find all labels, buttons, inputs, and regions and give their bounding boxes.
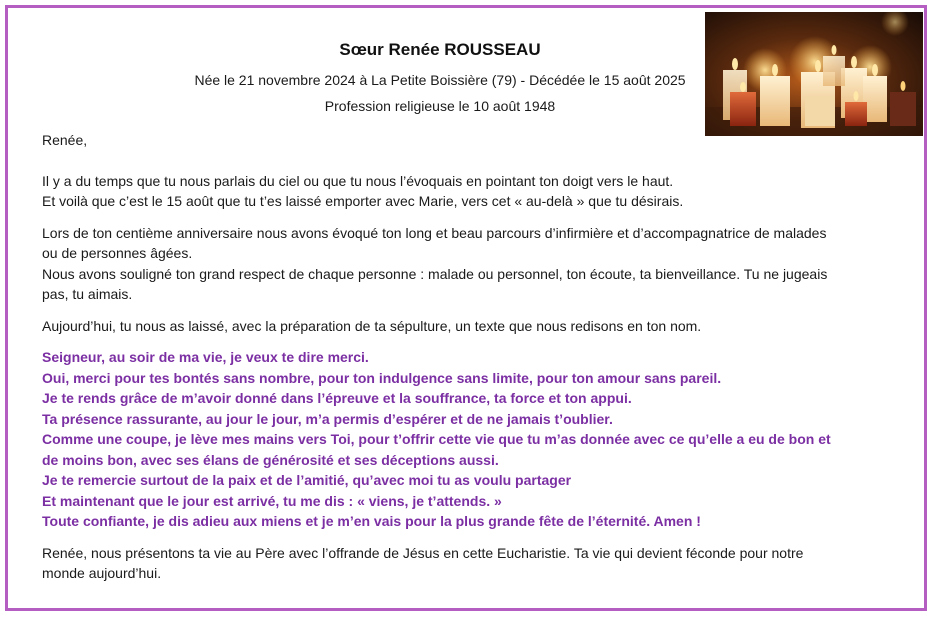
- prayer-line: Toute confiante, je dis adieu aux miens et je m’en vais pour la plus grande fête de l’éternité. Amen !: [42, 513, 701, 529]
- paragraph-1-line-1: Il y a du temps que tu nous parlais du ciel ou que tu nous l’évoquais en pointant ton doigt vers le haut.: [42, 172, 674, 189]
- paragraph-3: Aujourd’hui, tu nous as laissé, avec la préparation de ta sépulture, un texte que nous redisons en ton nom.: [42, 317, 702, 334]
- prayer-line: Ta présence rassurante, au jour le jour, m’a permis d’espérer et de ne jamais t’oublier.: [42, 410, 613, 427]
- closing-paragraph: Renée, nous présentons ta vie au Père avec l’offrande de Jésus en cette Eucharistie. Ta vie qui devient féconde pour notre monde aujourd’hui.: [42, 544, 804, 581]
- prayer-line: Je te rends grâce de m’avoir donné dans l’épreuve et la souffrance, ta force et ton appui.: [42, 390, 632, 406]
- prayer-line: Oui, merci pour tes bontés sans nombre, pour ton indulgence sans limite, pour ton amour sans pareil.: [42, 369, 722, 386]
- page-title: Sœur Renée ROUSSEAU: [339, 40, 541, 59]
- prayer-line: Et maintenant que le jour est arrivé, tu me dis : « viens, je t’attends. »: [42, 492, 502, 509]
- paragraph-2-line-2: Nous avons souligné ton grand respect de chaque personne : malade ou personnel, ton écoute, ta bienveillance. Tu ne jugeais pas, tu aimais.: [42, 265, 828, 302]
- prayer-line: Comme une coupe, je lève mes mains vers Toi, pour t’offrir cette vie que tu m’as donnée avec ce qu’elle a eu de bon et de moins bon, avec ses élans de générosité et ses déceptions aussi.: [42, 431, 831, 468]
- letter-body: [42, 130, 842, 584]
- greeting: Renée,: [42, 132, 88, 148]
- prayer-line: Je te remercie surtout de la paix et de l’amitié, qu’avec moi tu as voulu partager: [42, 472, 572, 488]
- header: [150, 40, 730, 124]
- prayer-line: Seigneur, au soir de ma vie, je veux te dire merci.: [42, 349, 369, 365]
- profession-line: Profession religieuse le 10 août 1948: [324, 98, 556, 114]
- candles-photo: [705, 12, 923, 136]
- dates-line: Née le 21 novembre 2024 à La Petite Boissière (79) - Décédée le 15 août 2025: [194, 72, 686, 88]
- prayer-block: [42, 347, 842, 532]
- paragraph-1-line-2: Et voilà que c’est le 15 août que tu t’es laissé emporter avec Marie, vers cet « au-delà » que tu désirais.: [42, 193, 684, 209]
- paragraph-2-line-1: Lors de ton centième anniversaire nous avons évoqué ton long et beau parcours d’infirmière et d’accompagnatrice de malades ou de personnes âgées.: [42, 224, 827, 261]
